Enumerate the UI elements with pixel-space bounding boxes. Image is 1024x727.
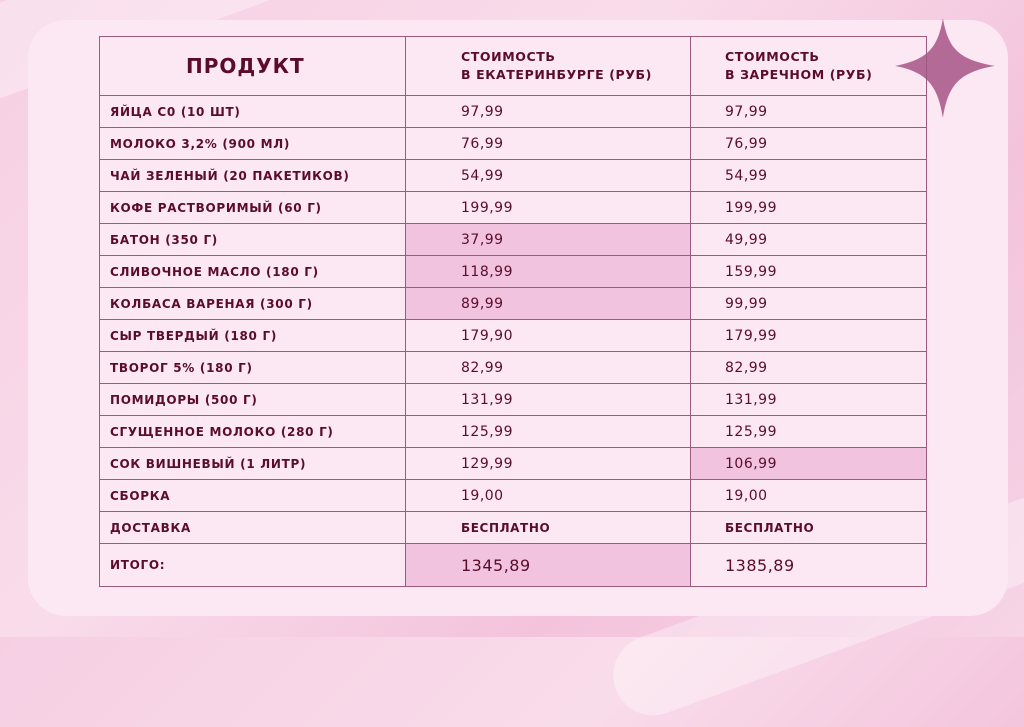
table-row [100,192,927,224]
price-zarechny-cell: 82,99 [691,352,927,384]
price-ekaterinburg-cell: 129,99 [406,448,691,480]
price-zarechny-cell: 54,99 [691,160,927,192]
price-zarechny-cell: 131,99 [691,384,927,416]
header-ekb-line1: СТОИМОСТЬ [461,49,556,64]
product-name-cell: СЛИВОЧНОЕ МАСЛО (180 Г) [100,256,406,288]
product-name-cell: СЫР ТВЕРДЫЙ (180 Г) [100,320,406,352]
header-zar-line1: СТОИМОСТЬ [725,49,820,64]
product-name-cell: КОЛБАСА ВАРЕНАЯ (300 Г) [100,288,406,320]
product-name-cell: КОФЕ РАСТВОРИМЫЙ (60 Г) [100,192,406,224]
table-row [100,128,927,160]
price-ekaterinburg-cell: БЕСПЛАТНО [406,512,691,544]
table-row [100,224,927,256]
price-ekaterinburg-cell: 131,99 [406,384,691,416]
table-row [100,352,927,384]
product-name-cell: ТВОРОГ 5% (180 Г) [100,352,406,384]
price-zarechny-cell: 179,99 [691,320,927,352]
price-zarechny-cell: 97,99 [691,96,927,128]
total-zarechny: 1385,89 [691,544,927,587]
price-zarechny-cell: 49,99 [691,224,927,256]
price-ekaterinburg-cell: 179,90 [406,320,691,352]
price-ekaterinburg-cell: 118,99 [406,256,691,288]
product-name-cell: ЯЙЦА С0 (10 ШТ) [100,96,406,128]
price-zarechny-cell: 125,99 [691,416,927,448]
price-ekaterinburg-cell: 76,99 [406,128,691,160]
header-cost-zarechny [691,37,927,96]
table-row [100,320,927,352]
header-cost-ekaterinburg [406,37,691,96]
product-name-cell: СБОРКА [100,480,406,512]
product-name-cell: ЧАЙ ЗЕЛЕНЫЙ (20 ПАКЕТИКОВ) [100,160,406,192]
table-body [100,96,927,587]
table-header-row [100,37,927,96]
total-row [100,544,927,587]
price-comparison-table [99,36,927,587]
product-name-cell: МОЛОКО 3,2% (900 МЛ) [100,128,406,160]
price-ekaterinburg-cell: 19,00 [406,480,691,512]
table-row [100,512,927,544]
product-name-cell: СГУЩЕННОЕ МОЛОКО (280 Г) [100,416,406,448]
price-zarechny-cell: 99,99 [691,288,927,320]
header-ekb-line2: В ЕКАТЕРИНБУРГЕ (РУБ) [461,67,652,82]
price-ekaterinburg-cell: 89,99 [406,288,691,320]
total-label: ИТОГО: [100,544,406,587]
price-zarechny-cell: 106,99 [691,448,927,480]
table-row [100,480,927,512]
table-row [100,448,927,480]
table-row [100,384,927,416]
header-product: ПРОДУКТ [100,37,406,96]
total-ekaterinburg: 1345,89 [406,544,691,587]
price-ekaterinburg-cell: 97,99 [406,96,691,128]
table-row [100,256,927,288]
price-ekaterinburg-cell: 82,99 [406,352,691,384]
table-row [100,160,927,192]
price-ekaterinburg-cell: 199,99 [406,192,691,224]
product-name-cell: ПОМИДОРЫ (500 Г) [100,384,406,416]
table-row [100,416,927,448]
table-row [100,288,927,320]
price-zarechny-cell: 199,99 [691,192,927,224]
product-name-cell: ДОСТАВКА [100,512,406,544]
header-zar-line2: В ЗАРЕЧНОМ (РУБ) [725,67,873,82]
price-ekaterinburg-cell: 54,99 [406,160,691,192]
price-zarechny-cell: 19,00 [691,480,927,512]
table-row [100,96,927,128]
product-name-cell: БАТОН (350 Г) [100,224,406,256]
price-ekaterinburg-cell: 37,99 [406,224,691,256]
price-zarechny-cell: БЕСПЛАТНО [691,512,927,544]
price-ekaterinburg-cell: 125,99 [406,416,691,448]
price-zarechny-cell: 159,99 [691,256,927,288]
price-zarechny-cell: 76,99 [691,128,927,160]
product-name-cell: СОК ВИШНЕВЫЙ (1 ЛИТР) [100,448,406,480]
